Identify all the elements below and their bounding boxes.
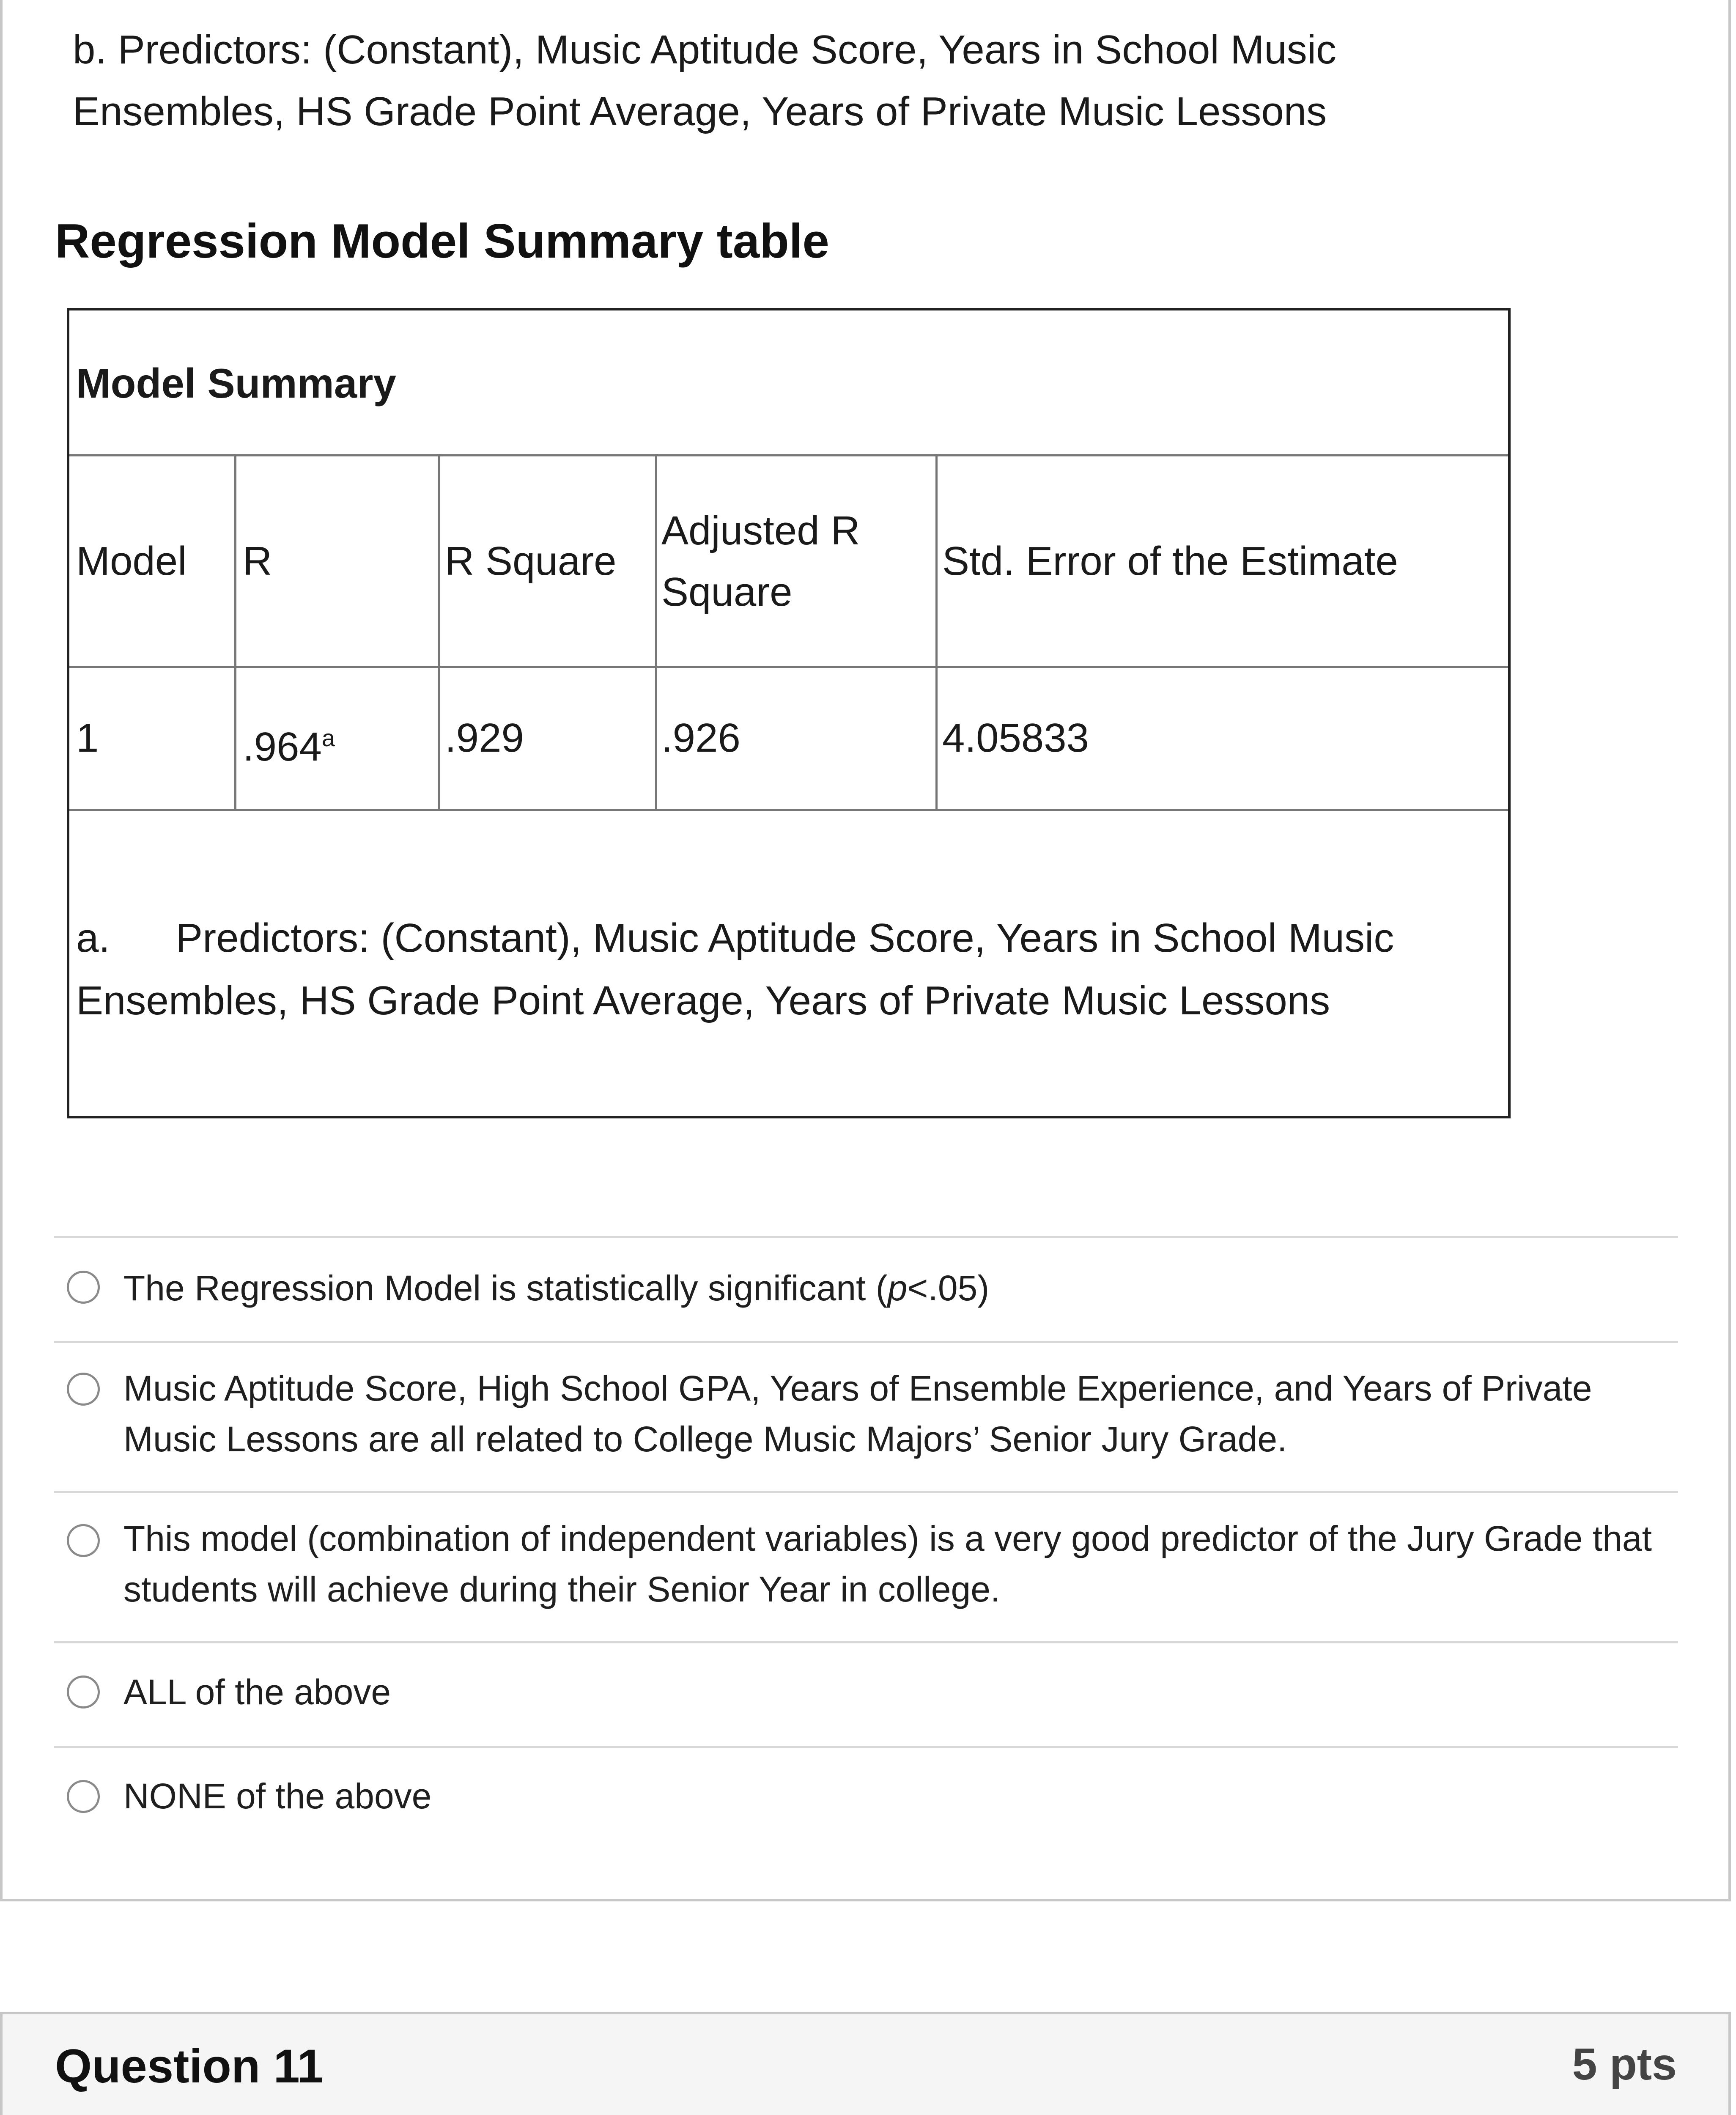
table-title: Model Summary bbox=[76, 360, 396, 407]
option-5-radio[interactable] bbox=[67, 1780, 100, 1813]
option-1-label[interactable] bbox=[123, 1263, 1671, 1313]
option-4-radio[interactable] bbox=[67, 1676, 100, 1708]
header-r: R bbox=[243, 538, 272, 584]
option-divider bbox=[54, 1641, 1678, 1643]
option-1-text: The Regression Model is statistically significant ( bbox=[123, 1268, 888, 1308]
table-footnote bbox=[76, 907, 1489, 1032]
table-rule bbox=[935, 454, 938, 809]
option-5-label[interactable]: NONE of the above bbox=[123, 1776, 432, 1816]
table-rule bbox=[234, 454, 236, 809]
header-r-square: R Square bbox=[445, 538, 617, 584]
footnote-text: Predictors: (Constant), Music Aptitude Score, Years in School Music Ensembles, HS Grade Point Average, Years of Private Music Lessons bbox=[76, 915, 1394, 1023]
option-3-label[interactable]: This model (combination of independent variables) is a very good predictor of the Jury Grade that students will achieve during their Senior Year in college. bbox=[123, 1519, 1652, 1609]
table-rule bbox=[69, 666, 1508, 668]
option-divider bbox=[54, 1491, 1678, 1493]
footnote-superscript: a bbox=[321, 725, 335, 751]
table-rule bbox=[655, 454, 657, 809]
option-divider bbox=[54, 1746, 1678, 1748]
cell-r-square: .929 bbox=[445, 715, 524, 761]
option-divider bbox=[54, 1341, 1678, 1343]
header-adjusted-r-square: Adjusted R Square bbox=[661, 508, 860, 615]
cell-std-error: 4.05833 bbox=[942, 715, 1089, 761]
cell-r bbox=[243, 707, 335, 777]
option-1-radio[interactable] bbox=[67, 1271, 100, 1304]
option-1-text-end: <.05) bbox=[907, 1268, 990, 1308]
footnote-marker: a. bbox=[76, 915, 110, 961]
option-1-italic: p bbox=[887, 1268, 908, 1308]
cell-adjusted-r-square: .926 bbox=[661, 715, 740, 761]
cell-r-value: .964 bbox=[243, 724, 322, 769]
header-std-error: Std. Error of the Estimate bbox=[942, 538, 1398, 584]
option-2-radio[interactable] bbox=[67, 1373, 100, 1406]
option-3-radio[interactable] bbox=[67, 1524, 100, 1557]
question-11-points: 5 pts bbox=[1572, 2039, 1677, 2089]
header-model: Model bbox=[76, 538, 187, 584]
option-2-label[interactable]: Music Aptitude Score, High School GPA, Years of Ensemble Experience, and Years of Private Music Lessons are all related to College Music Majors’ Senior Jury Grade. bbox=[123, 1368, 1592, 1459]
predictors-note: b. Predictors: (Constant), Music Aptitude Score, Years in School Music Ensembles, HS Grade Point Average, Years of Private Music Lessons bbox=[73, 27, 1337, 134]
table-rule bbox=[438, 454, 440, 809]
model-summary-table bbox=[67, 308, 1511, 1118]
question-11-title: Question 11 bbox=[55, 2040, 324, 2093]
cell-model: 1 bbox=[76, 715, 99, 761]
table-rule bbox=[69, 454, 1508, 456]
option-4-label[interactable]: ALL of the above bbox=[123, 1672, 391, 1712]
section-title: Regression Model Summary table bbox=[55, 214, 829, 268]
table-rule bbox=[69, 809, 1508, 811]
option-divider bbox=[54, 1236, 1678, 1238]
